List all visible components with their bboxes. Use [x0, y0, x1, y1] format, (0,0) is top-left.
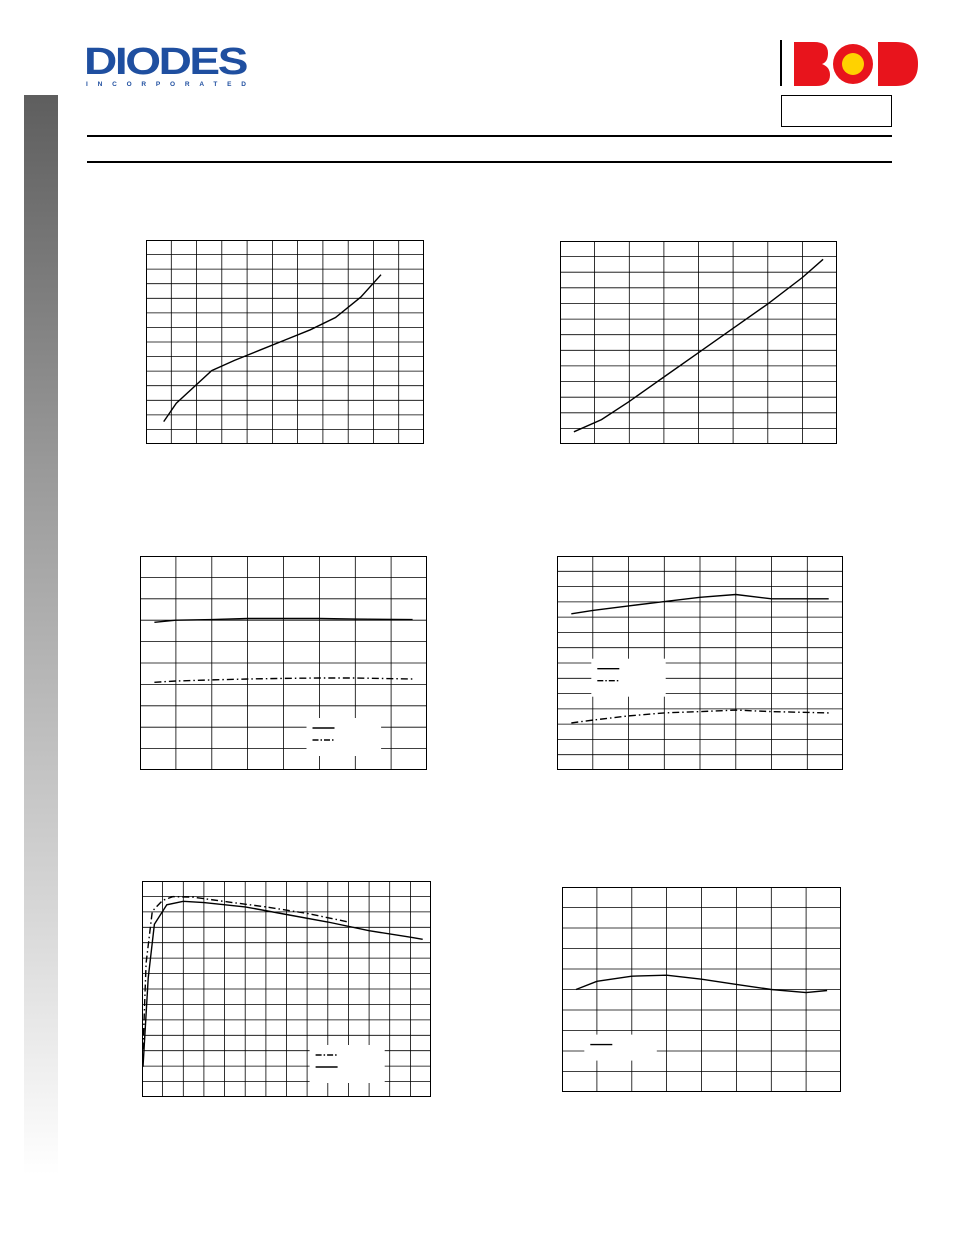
chart-3 — [140, 556, 427, 770]
chart-1 — [146, 240, 424, 444]
bcd-logo — [780, 40, 920, 88]
legend-box — [307, 718, 382, 756]
bcd-letter-b — [794, 42, 830, 86]
chart-6 — [562, 887, 841, 1092]
legend-box — [584, 1035, 657, 1061]
part-number-box — [781, 95, 892, 127]
diodes-logo — [84, 44, 254, 88]
diodes-logo-text: DIODES — [84, 44, 247, 83]
bcd-letter-d — [878, 42, 918, 86]
bcd-yellow-dot — [842, 53, 864, 75]
side-color-bar — [24, 95, 58, 1175]
series-line-1 — [143, 901, 423, 1067]
chart-4 — [557, 556, 843, 770]
header-rule-bottom — [87, 161, 892, 163]
chart-2 — [560, 241, 837, 444]
legend-box — [591, 659, 665, 697]
chart-5 — [142, 881, 431, 1097]
bcd-logo-rule — [780, 40, 782, 86]
header-rule-top — [87, 135, 892, 137]
diodes-logo-subtext: INCORPORATED — [86, 81, 247, 88]
legend-box — [310, 1045, 385, 1083]
